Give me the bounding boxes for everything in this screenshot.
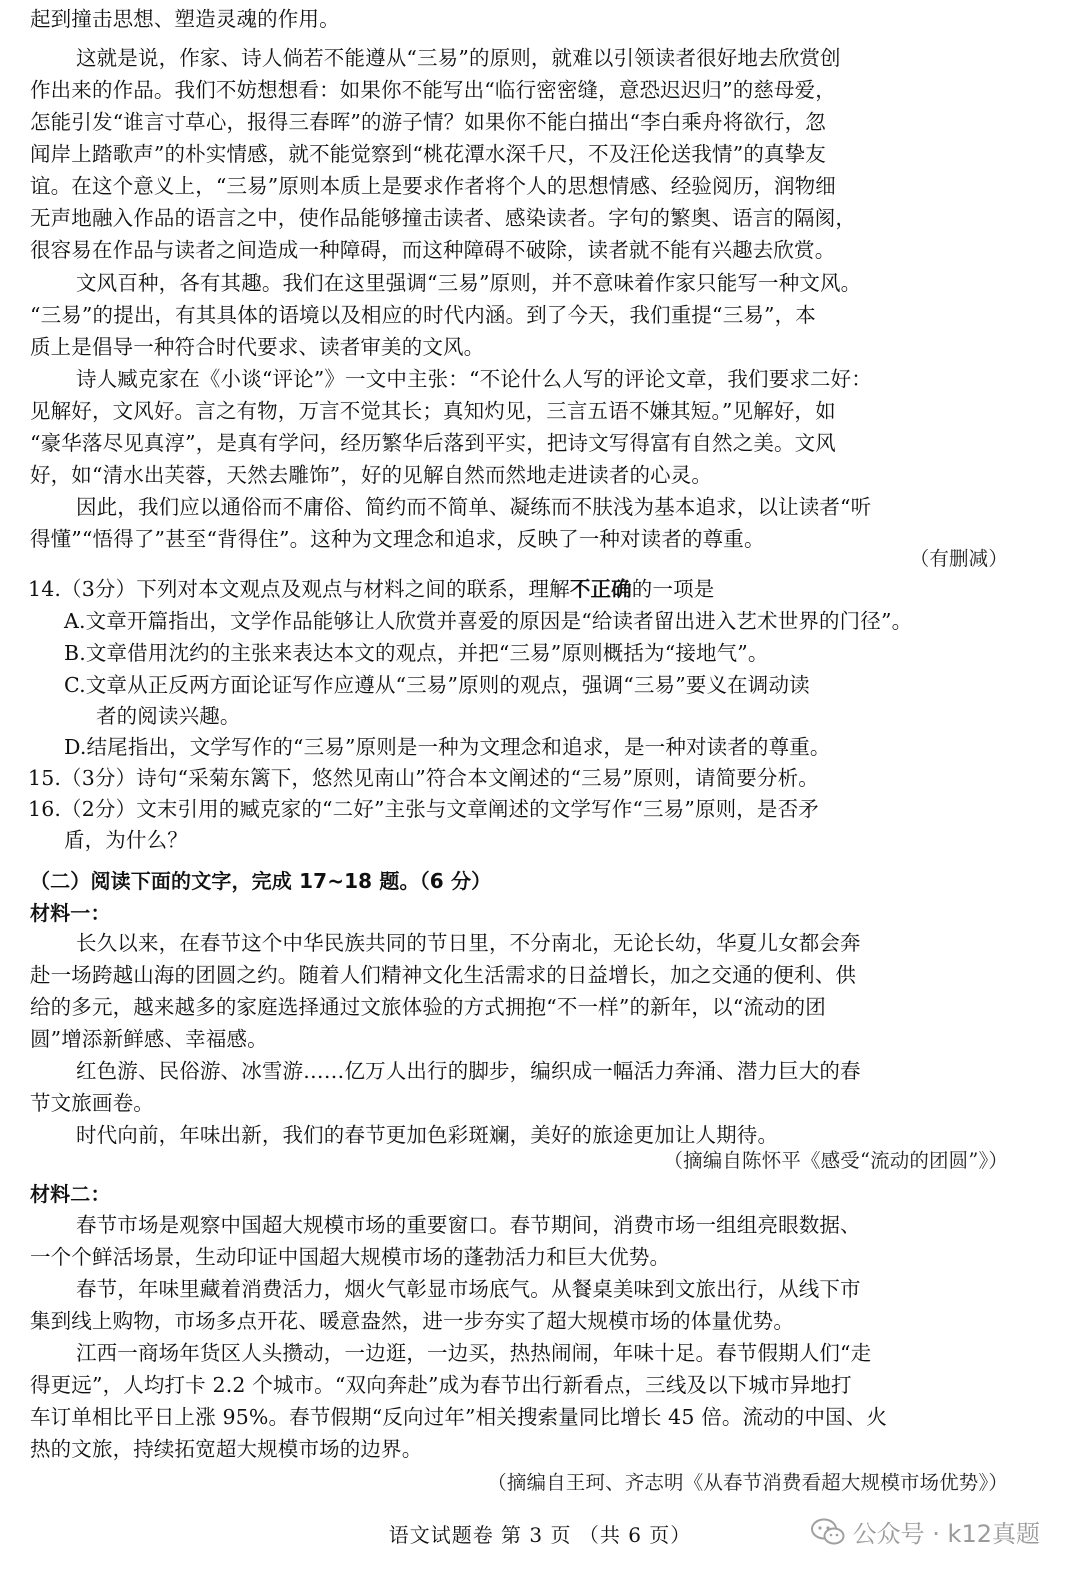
passage-line: 质上是倡导一种符合时代要求、读者审美的文风。 [30, 335, 485, 359]
option-c-continued: 者的阅读兴趣。 [96, 704, 241, 728]
question-16-continued: 盾，为什么？ [64, 828, 188, 852]
passage-line: 好，如“清水出芙蓉，天然去雕饰”，好的见解自然而然地走进读者的心灵。 [30, 463, 713, 487]
question-14 [28, 576, 1028, 603]
source-note: （有删减） [909, 547, 1008, 570]
section-heading: （二）阅读下面的文字，完成 17~18 题。（6 分） [30, 869, 492, 893]
watermark [811, 1514, 1040, 1549]
option-a: A.文章开篇指出，文学作品能够让人欣赏并喜爱的原因是“给读者留出进入艺术世界的门径”。 [64, 609, 913, 633]
question-16: 16.（2分）文末引用的臧克家的“二好”主张与文章阐述的文学写作“三易”原则，是否矛 [28, 797, 819, 821]
passage-line: 闻岸上踏歌声”的朴实情感，就不能觉察到“桃花潭水深千尺，不及汪伦送我情”的真挚友 [30, 142, 826, 166]
material-2-line: 热的文旅，持续拓宽超大规模市场的边界。 [30, 1437, 423, 1461]
material-2-line: 集到线上购物，市场多点开花、暖意盎然，进一步夯实了超大规模市场的体量优势。 [30, 1309, 795, 1333]
material-2-line: 得更远”，人均打卡 2.2 个城市。“双向奔赴”成为春节出行新看点，三线及以下城市异地打 [30, 1373, 852, 1397]
material-2-source: （摘编自王珂、齐志明《从春节消费看超大规模市场优势》） [487, 1471, 1008, 1494]
question-14-emphasis: 不正确 [569, 577, 632, 601]
material-1-source: （摘编自陈怀平《感受“流动的团圆”》） [663, 1149, 1008, 1172]
passage-line: 作出来的作品。我们不妨想想看：如果你不能写出“临行密密缝，意恐迟迟归”的慈母爱， [30, 78, 836, 102]
passage-line: “三易”的提出，有其具体的语境以及相应的时代内涵。到了今天，我们重提“三易”，本 [30, 303, 816, 327]
option-b: B.文章借用沈约的主张来表达本文的观点，并把“三易”原则概括为“接地气”。 [64, 641, 769, 665]
wechat-icon [811, 1518, 845, 1546]
option-c: C.文章从正反两方面论证写作应遵从“三易”原则的观点，强调“三易”要义在调动读 [64, 673, 810, 697]
material-2-line: 车订单相比平日上涨 95%。春节假期“反向过年”相关搜索量同比增长 45 倍。流动的中国、火 [30, 1405, 888, 1429]
material-2-line: 春节，年味里藏着消费活力，烟火气彰显市场底气。从餐桌美味到文旅出行，从线下市 [76, 1277, 861, 1301]
passage-line: “豪华落尽见真淳”，是真有学问，经历繁华后落到平实，把诗文写得富有自然之美。文风 [30, 431, 836, 455]
question-14-suffix: 的一项是 [631, 577, 715, 601]
material-1-line: 给的多元，越来越多的家庭选择通过文旅体验的方式拥抱“不一样”的新年，以“流动的团 [30, 995, 826, 1019]
material-1-line: 时代向前，年味出新，我们的春节更加色彩斑斓，美好的旅途更加让人期待。 [76, 1123, 779, 1147]
material-2-line: 春节市场是观察中国超大规模市场的重要窗口。春节期间，消费市场一组组亮眼数据、 [76, 1213, 861, 1237]
material-2-line: 江西一商场年货区人头攒动，一边逛，一边买，热热闹闹，年味十足。春节假期人们“走 [76, 1341, 872, 1365]
passage-line: 见解好，文风好。言之有物，万言不觉其长；真知灼见，三言五语不嫌其短。”见解好，如 [30, 399, 836, 423]
passage-line: 无声地融入作品的语言之中，使作品能够撞击读者、感染读者。字句的繁奥、语言的隔阂， [30, 206, 856, 230]
material-1-line: 赴一场跨越山海的团圆之约。随着人们精神文化生活需求的日益增长，加之交通的便利、供 [30, 963, 856, 987]
material-2-line: 一个个鲜活场景，生动印证中国超大规模市场的蓬勃活力和巨大优势。 [30, 1245, 671, 1269]
material-1-line: 节文旅画卷。 [30, 1091, 154, 1115]
passage-line: 很容易在作品与读者之间造成一种障碍，而这种障碍不破除，读者就不能有兴趣去欣赏。 [30, 238, 836, 262]
passage-line: 谊。在这个意义上，“三易”原则本质上是要求作者将个人的思想情感、经验阅历，润物细 [30, 174, 836, 198]
material-2-label: 材料二： [30, 1182, 111, 1206]
option-d: D.结尾指出，文学写作的“三易”原则是一种为文理念和追求，是一种对读者的尊重。 [64, 735, 831, 759]
material-1-line: 圆”增添新鲜感、幸福感。 [30, 1027, 268, 1051]
passage-line: 因此，我们应以通俗而不庸俗、简约而不简单、凝练而不肤浅为基本追求，以让读者“听 [76, 495, 872, 519]
passage-line: 文风百种，各有其趣。我们在这里强调“三易”原则，并不意味着作家只能写一种文风。 [76, 271, 862, 295]
passage-line: 这就是说，作家、诗人倘若不能遵从“三易”的原则，就难以引领读者很好地去欣赏创 [76, 46, 841, 70]
passage-line: 起到撞击思想、塑造灵魂的作用。 [30, 7, 340, 31]
watermark-text: 公众号 · k12真题 [852, 1520, 1040, 1548]
material-1-line: 红色游、民俗游、冰雪游……亿万人出行的脚步，编织成一幅活力奔涌、潜力巨大的春 [76, 1059, 861, 1083]
question-14-prefix: 14.（3分）下列对本文观点及观点与材料之间的联系，理解 [28, 577, 570, 601]
material-1-line: 长久以来，在春节这个中华民族共同的节日里，不分南北，无论长幼，华夏儿女都会奔 [76, 931, 861, 955]
passage-line: 怎能引发“谁言寸草心，报得三春晖”的游子情？如果你不能白描出“李白乘舟将欲行，忽 [30, 110, 826, 134]
passage-line: 得懂”“悟得了”甚至“背得住”。这种为文理念和追求，反映了一种对读者的尊重。 [30, 527, 765, 551]
question-15: 15.（3分）诗句“采菊东篱下，悠然见南山”符合本文阐述的“三易”原则，请简要分析。 [28, 766, 819, 790]
passage-line: 诗人臧克家在《小谈“评论”》一文中主张：“不论什么人写的评论文章，我们要求二好： [76, 367, 872, 391]
material-1-label: 材料一： [30, 901, 111, 925]
page-footer: 语文试题卷 第 3 页 （共 6 页） [388, 1523, 692, 1547]
